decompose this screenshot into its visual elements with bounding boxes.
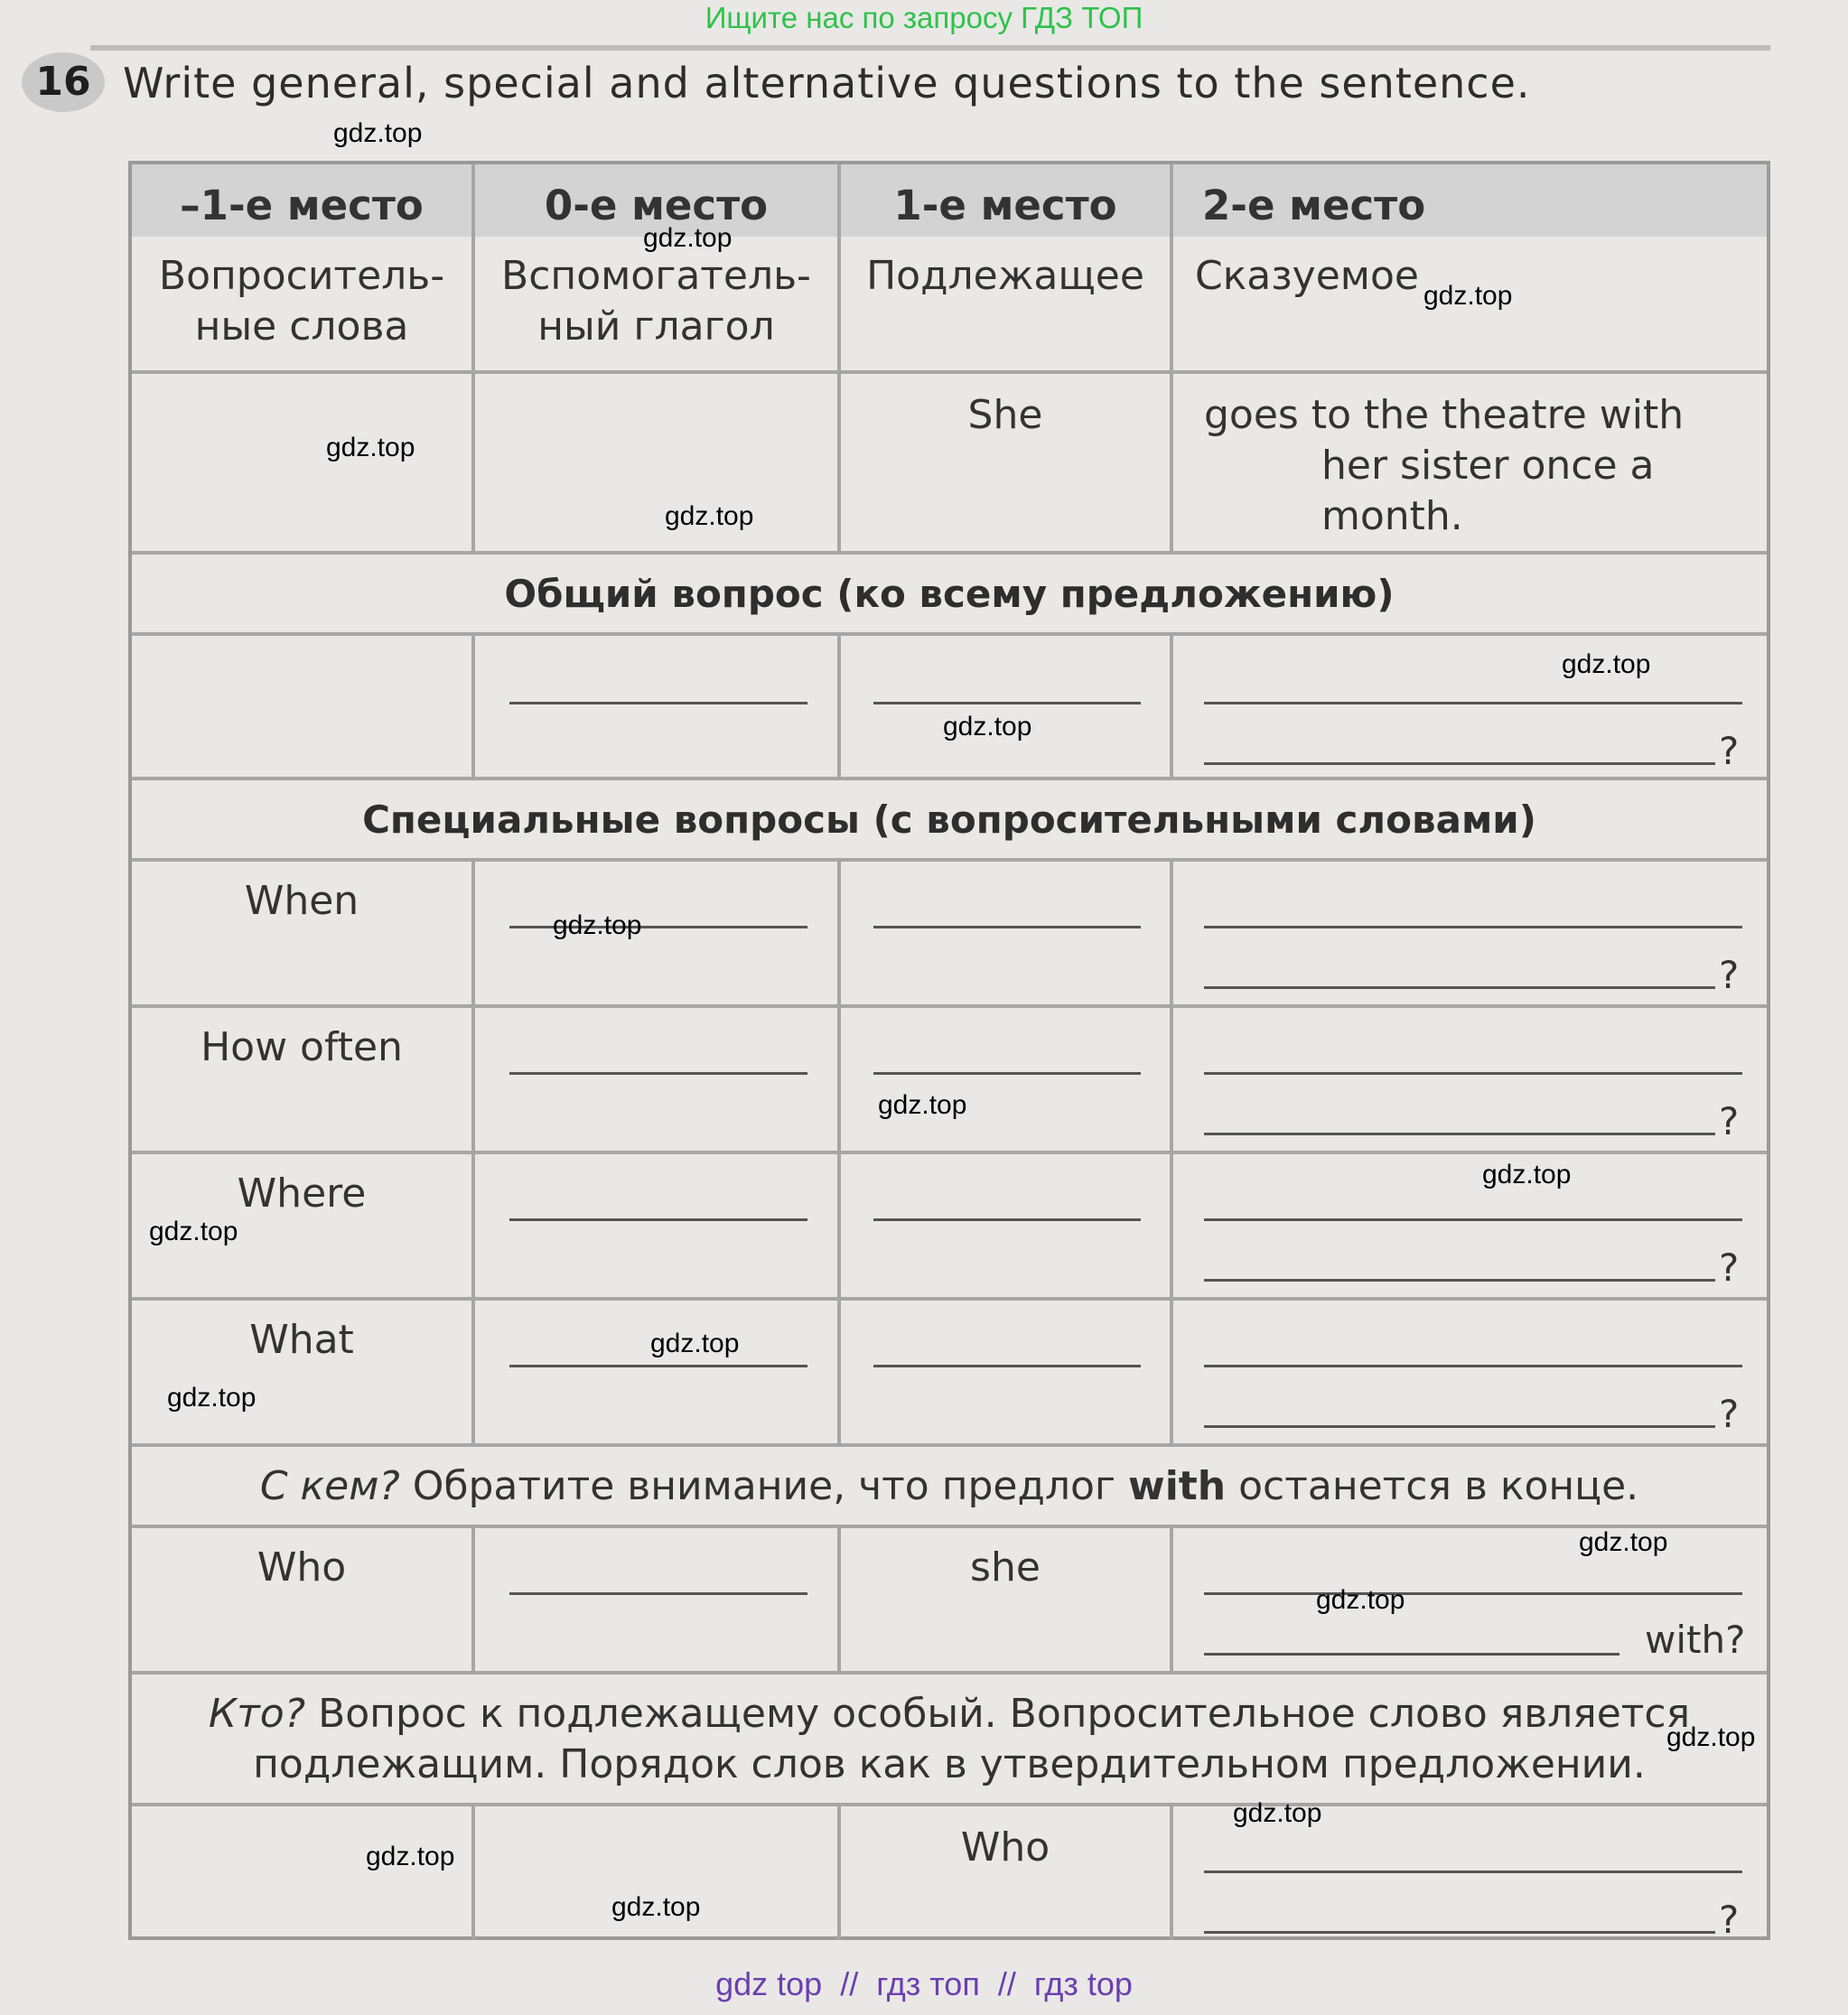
special-question-row-what xyxy=(132,1301,1767,1447)
watermark: gdz.top xyxy=(553,910,642,940)
watermark: gdz.top xyxy=(333,118,423,148)
question-mark: ? xyxy=(1719,1898,1740,1942)
answer-blank[interactable] xyxy=(1204,1133,1715,1135)
header-place: 0-е место xyxy=(544,182,769,229)
answer-blank[interactable] xyxy=(1204,1653,1619,1656)
question-mark: ? xyxy=(1719,1245,1740,1290)
header-row xyxy=(132,164,1767,374)
question-word-cell xyxy=(132,862,475,1004)
empty-cell xyxy=(132,636,475,777)
with-note xyxy=(132,1461,1767,1512)
watermark: gdz.top xyxy=(643,223,733,253)
empty-cell xyxy=(475,374,841,551)
answer-blank[interactable] xyxy=(509,1365,807,1367)
subject-cell xyxy=(841,1154,1173,1297)
subject-cell xyxy=(841,1301,1173,1443)
watermark: gdz.top xyxy=(326,433,415,462)
sentence-predicate-line: month. xyxy=(1321,493,1463,539)
empty-cell xyxy=(132,374,475,551)
header-place: 1-е место xyxy=(893,182,1117,229)
sentence-predicate-cell xyxy=(1173,374,1767,551)
special-question-row-when xyxy=(132,862,1767,1008)
with-note-row xyxy=(132,1447,1767,1528)
subject-cell xyxy=(841,1008,1173,1151)
answer-blank[interactable] xyxy=(873,702,1141,704)
question-word: Who xyxy=(257,1544,347,1591)
watermark: gdz.top xyxy=(366,1842,455,1871)
answer-blank[interactable] xyxy=(873,926,1141,928)
answer-blank[interactable] xyxy=(509,702,807,704)
top-banner: Ищите нас по запросу ГДЗ ТОП xyxy=(705,1,1143,34)
special-question-row-how-often xyxy=(132,1008,1767,1154)
predicate-cell xyxy=(1173,1301,1767,1443)
question-word: What xyxy=(249,1317,354,1363)
watermark: gdz.top xyxy=(650,1329,740,1358)
header-role: ные слова xyxy=(194,303,409,350)
general-question-title-row xyxy=(132,555,1767,636)
bottom-banner: gdz top // гдз топ // гдз top xyxy=(715,1965,1133,2002)
question-word-cell xyxy=(132,1008,475,1151)
watermark: gdz.top xyxy=(1316,1585,1405,1615)
subject-note-text: Вопрос к подлежащему особый. Вопросительное слово является xyxy=(305,1691,1691,1737)
subject-cell xyxy=(841,1528,1173,1671)
question-mark: ? xyxy=(1719,729,1740,773)
with-note-text: Обратите внимание, что предлог xyxy=(399,1463,1129,1509)
watermark: gdz.top xyxy=(943,712,1032,742)
question-mark: ? xyxy=(1719,1392,1740,1436)
answer-blank[interactable] xyxy=(1204,1425,1715,1428)
with-ending: with? xyxy=(1645,1618,1746,1662)
auxiliary-cell xyxy=(475,1528,841,1671)
auxiliary-cell xyxy=(475,1301,841,1443)
sentence-predicate-line: goes to the theatre with xyxy=(1204,392,1685,438)
header-col-question-words xyxy=(132,164,475,370)
with-note-text: останется в конце. xyxy=(1226,1463,1639,1509)
question-word: When xyxy=(244,878,359,924)
empty-cell xyxy=(132,1806,475,1940)
predicate-cell xyxy=(1173,862,1767,1004)
special-questions-title: Специальные вопросы (с вопросительными словами) xyxy=(362,798,1536,842)
answer-blank[interactable] xyxy=(873,1365,1141,1367)
answer-blank[interactable] xyxy=(1204,1072,1742,1075)
subject-note-line1 xyxy=(132,1689,1767,1740)
subject-note-italic: Кто? xyxy=(208,1691,306,1737)
word-order-table xyxy=(128,161,1770,1940)
watermark: gdz.top xyxy=(1666,1722,1756,1752)
header-place: –1-е место xyxy=(180,182,424,229)
answer-blank[interactable] xyxy=(873,1218,1141,1221)
predicate-cell xyxy=(1173,1008,1767,1151)
exercise-instruction: Write general, special and alternative questions to the sentence. xyxy=(123,59,1531,107)
question-word: How often xyxy=(201,1024,403,1070)
answer-blank[interactable] xyxy=(1204,1592,1742,1595)
special-questions-title-row xyxy=(132,780,1767,862)
watermark: gdz.top xyxy=(167,1383,257,1413)
answer-blank[interactable] xyxy=(1204,762,1715,765)
header-role: Сказуемое xyxy=(1195,253,1419,299)
sentence-subject: She xyxy=(967,392,1043,438)
with-note-italic: С кем? xyxy=(259,1463,400,1509)
predicate-cell xyxy=(1173,1528,1767,1671)
answer-blank[interactable] xyxy=(1204,1218,1742,1221)
header-rule xyxy=(90,45,1770,51)
general-question-title: Общий вопрос (ко всему предложению) xyxy=(504,572,1395,616)
watermark: gdz.top xyxy=(1482,1160,1572,1189)
subject-cell xyxy=(841,636,1173,777)
answer-blank[interactable] xyxy=(1204,702,1742,704)
answer-blank[interactable] xyxy=(873,1072,1141,1075)
subject-cell xyxy=(841,862,1173,1004)
sentence-subject-cell xyxy=(841,374,1173,551)
header-col-predicate xyxy=(1173,164,1767,370)
header-role: ный глагол xyxy=(537,303,775,350)
watermark: gdz.top xyxy=(1579,1527,1668,1557)
subject-cell xyxy=(841,1806,1173,1940)
auxiliary-cell xyxy=(475,636,841,777)
question-word-cell xyxy=(132,1301,475,1443)
header-col-subject xyxy=(841,164,1173,370)
watermark: gdz.top xyxy=(878,1090,967,1120)
question-mark: ? xyxy=(1719,953,1740,997)
watermark: gdz.top xyxy=(665,501,754,531)
header-role: Подлежащее xyxy=(866,253,1144,299)
question-word: Where xyxy=(237,1171,367,1217)
header-place: 2-е место xyxy=(1202,182,1426,229)
header-role: Вспомогатель- xyxy=(501,253,811,299)
auxiliary-cell xyxy=(475,1154,841,1297)
auxiliary-cell xyxy=(475,862,841,1004)
header-col-auxiliary xyxy=(475,164,841,370)
subject-word: she xyxy=(970,1544,1041,1591)
subject-note-line2: подлежащим. Порядок слов как в утвердительном предложении. xyxy=(253,1741,1646,1787)
general-question-row xyxy=(132,636,1767,780)
answer-blank[interactable] xyxy=(1204,1279,1715,1282)
header-role: Вопроситель- xyxy=(158,253,445,299)
answer-blank[interactable] xyxy=(509,1218,807,1221)
question-word-cell xyxy=(132,1528,475,1671)
subject-note-row xyxy=(132,1675,1767,1806)
answer-blank[interactable] xyxy=(1204,1365,1742,1367)
subject-question-row xyxy=(132,1806,1767,1940)
watermark: gdz.top xyxy=(1562,649,1651,679)
predicate-cell xyxy=(1173,636,1767,777)
sentence-predicate-line: her sister once a xyxy=(1321,443,1655,489)
auxiliary-cell xyxy=(475,1008,841,1151)
question-mark: ? xyxy=(1719,1099,1740,1143)
watermark: gdz.top xyxy=(149,1217,238,1246)
watermark: gdz.top xyxy=(611,1892,701,1922)
with-note-bold: with xyxy=(1128,1463,1227,1509)
answer-blank[interactable] xyxy=(1204,1931,1715,1934)
answer-blank[interactable] xyxy=(1204,1870,1742,1873)
predicate-cell xyxy=(1173,1154,1767,1297)
answer-blank[interactable] xyxy=(509,1592,807,1595)
sentence-row xyxy=(132,374,1767,555)
watermark: gdz.top xyxy=(1233,1798,1322,1828)
answer-blank[interactable] xyxy=(1204,926,1742,928)
subject-word: Who xyxy=(960,1824,1050,1870)
answer-blank[interactable] xyxy=(1204,986,1715,989)
answer-blank[interactable] xyxy=(509,1072,807,1075)
exercise-number: 16 xyxy=(22,52,105,112)
watermark: gdz.top xyxy=(1423,281,1513,311)
who-with-row xyxy=(132,1528,1767,1675)
